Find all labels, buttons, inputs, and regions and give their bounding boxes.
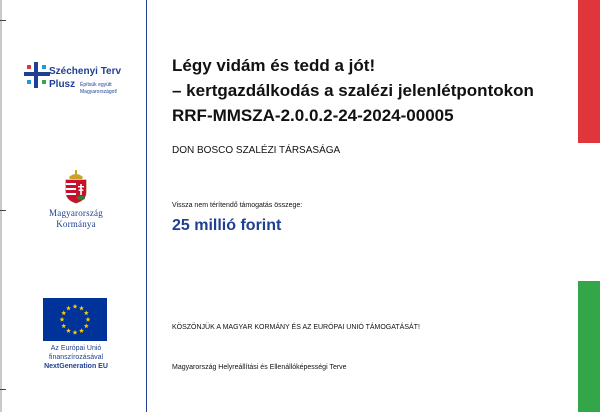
recovery-plan-name: Magyarország Helyreállítási és Ellenállóképességi Terve (172, 364, 347, 371)
eu-flag-icon (43, 298, 107, 341)
project-code: RRF-MMSZA-2.0.0.2-24-2024-00005 (172, 106, 454, 125)
left-edge-rule (0, 0, 2, 412)
szechenyi-title: Széchenyi Terv (49, 66, 122, 77)
project-title-line-1: Légy vidám és tedd a jót! (172, 56, 376, 75)
eu-nextgeneration-logo (36, 298, 126, 371)
szechenyi-tagline-line: Építsük együtt (80, 82, 112, 88)
thanks-statement: KÖSZÖNJÜK A MAGYAR KORMÁNY ÉS AZ EURÓPAI UNIÓ TÁMOGATÁSÁT! (172, 324, 420, 331)
hungarian-government-logo (38, 170, 114, 242)
left-edge-tick (0, 389, 6, 390)
flag-stripe-red (578, 0, 600, 143)
szechenyi-terv-plusz-logo (22, 60, 140, 104)
government-name-line: Magyarország (49, 208, 103, 218)
hungarian-coat-of-arms-icon (63, 170, 89, 204)
nextgeneration-eu-label: NextGeneration EU (44, 363, 108, 370)
grant-amount-value: 25 millió forint (172, 217, 282, 234)
szechenyi-tagline-line: Magyarországot! (80, 89, 118, 95)
grant-amount-label: Vissza nem térítendő támogatás összege: (172, 202, 303, 209)
szechenyi-cross-icon (24, 62, 50, 88)
eu-funding-line: Az Európai Unió (50, 345, 102, 352)
project-title-line-2: – kertgazdálkodás a szalézi jelenlétpontokon (172, 81, 534, 100)
flag-stripe-green (578, 281, 600, 412)
szechenyi-tagline (80, 82, 128, 96)
government-name-line: Kormánya (56, 219, 96, 229)
column-divider (146, 0, 147, 412)
eu-funding-line: finanszírozásával (48, 354, 104, 361)
left-edge-tick (0, 20, 6, 21)
left-edge-tick (0, 210, 6, 211)
beneficiary-name: DON BOSCO SZALÉZI TÁRSASÁGA (172, 145, 341, 156)
szechenyi-plus: Plusz (49, 79, 76, 90)
